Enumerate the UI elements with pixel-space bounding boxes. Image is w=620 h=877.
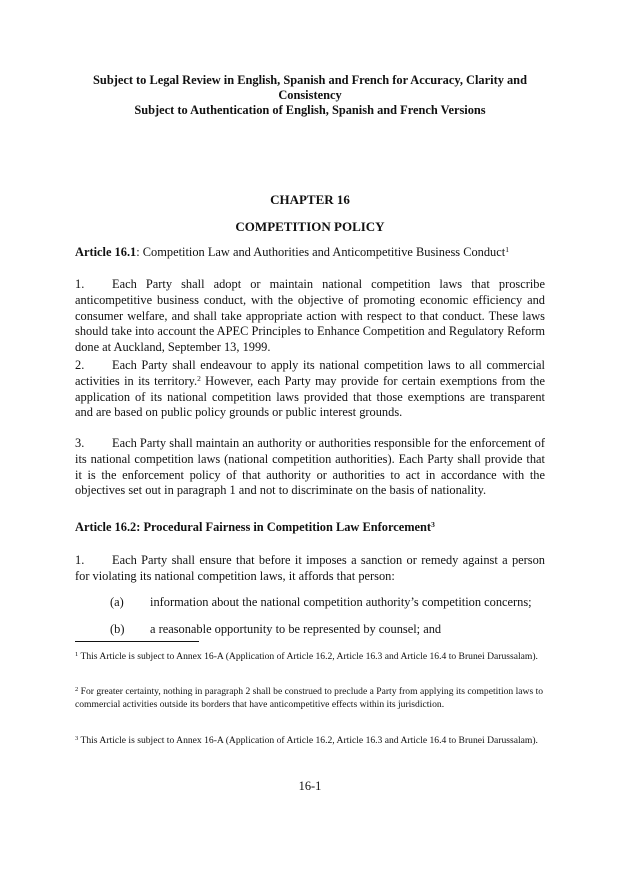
- sub-item-b: [110, 622, 550, 638]
- paragraph-number: 3.: [75, 436, 85, 450]
- sub-item-letter: (b): [110, 622, 125, 636]
- footnote-ref-1: 1: [505, 245, 509, 254]
- footnote-text: For greater certainty, nothing in paragraph 2 shall be construed to preclude a Party from applying its competition laws to commercial activities outside its borders that have anticompetitive effects within its jurisdiction.: [75, 686, 544, 710]
- footnote-ref-3: 3: [431, 520, 435, 529]
- footnote-ref-2: 2: [197, 373, 201, 383]
- paragraph-text: Each Party shall maintain an authority or authorities responsible for the enforcement of its national competition laws (national competition authorities). Each Party shall provide that it is the enforcement policy of that authority or authorities to act in accordance with the objectives set out in paragraph 1 and not to discriminate on the basis of nationality.: [75, 436, 545, 498]
- paragraph-text-continued: However, each Party may provide for certain exemptions from the application of its national competition laws provided that those exemptions are transparent and are based on public policy grounds or public interest grounds.: [75, 373, 545, 420]
- footnote-text: This Article is subject to Annex 16-A (Application of Article 16.2, Article 16.3 and Article 16.4 to Brunei Darussalam).: [78, 651, 538, 662]
- header-line-3: Subject to Authentication of English, Spanish and French Versions: [134, 103, 486, 117]
- paragraph-text: Each Party shall ensure that before it imposes a sanction or remedy against a person for violating its national competition laws, it affords that person:: [75, 553, 545, 583]
- article-16-1-label: Article 16.1: [75, 245, 137, 259]
- sub-item-letter: (a): [110, 595, 124, 609]
- paragraph-number: 1.: [75, 553, 85, 567]
- paragraph-text: Each Party shall adopt or maintain national competition laws that proscribe anticompetitive business conduct, with the objective of promoting economic efficiency and consumer welfare, and shall take appropriate action with respect to that conduct. These laws should take into account the APEC Principles to Enhance Competition and Regulatory Reform done at Auckland, September 13, 1999.: [75, 277, 545, 355]
- article-16-2-heading: [75, 520, 545, 536]
- review-header: [72, 73, 548, 118]
- header-line-2: Consistency: [278, 88, 342, 102]
- header-line-1: Subject to Legal Review in English, Spanish and French for Accuracy, Clarity and: [93, 73, 527, 87]
- article-16-1-paragraph-3: [75, 436, 545, 499]
- article-16-1-paragraph-1: [75, 277, 545, 356]
- footnote-2: [75, 686, 545, 711]
- article-16-1-title: : Competition Law and Authorities and Anticompetitive Business Conduct: [136, 245, 506, 259]
- sub-item-text: information about the national competition authority’s competition concerns;: [150, 595, 532, 609]
- footnote-text: This Article is subject to Annex 16-A (Application of Article 16.2, Article 16.3 and Article 16.4 to Brunei Darussalam).: [78, 735, 538, 746]
- chapter-title: COMPETITION POLICY: [235, 219, 385, 234]
- page-number: 16-1: [298, 779, 322, 793]
- footnote-3: [75, 735, 545, 748]
- article-16-1-heading: [75, 245, 545, 261]
- footnote-number: 2: [75, 686, 79, 693]
- footnote-1: [75, 651, 545, 664]
- paragraph-number: 1.: [75, 277, 85, 291]
- paragraph-text: Each Party shall endeavour to apply its national competition laws to all commercial activities in its territory.: [75, 358, 545, 388]
- article-16-2-paragraph-1: [75, 553, 545, 585]
- footnote-separator: [75, 641, 199, 642]
- chapter-number: CHAPTER 16: [270, 192, 350, 207]
- sub-item-text: a reasonable opportunity to be represented by counsel; and: [150, 622, 442, 636]
- sub-item-a: [110, 595, 550, 611]
- footnote-number: 1: [75, 651, 79, 658]
- article-16-2-label: Article 16.2: Procedural Fairness in Competition Law Enforcement: [75, 520, 432, 534]
- paragraph-number: 2.: [75, 358, 85, 372]
- article-16-1-paragraph-2: [75, 358, 545, 421]
- footnote-number: 3: [75, 735, 79, 742]
